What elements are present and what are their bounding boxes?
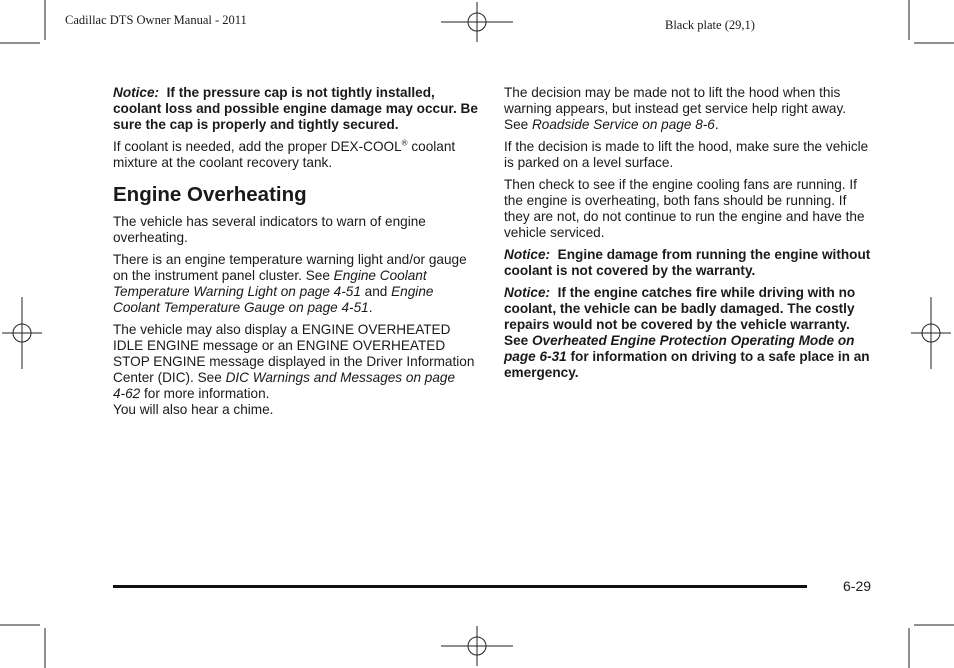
dic-message-paragraph [113, 322, 483, 418]
registration-mark-right [911, 297, 951, 369]
level-surface-paragraph: If the decision is made to lift the hood, make sure the vehicle is parked on a level surface. [504, 139, 869, 170]
dic-message-text: The vehicle may also display a ENGINE OVERHEATED IDLE ENGINE message or an ENGINE OVERHEATED STOP ENGINE message displayed in the Driver Information Center (DIC). See [113, 322, 475, 385]
manual-title: Cadillac DTS Owner Manual - 2011 [65, 13, 247, 27]
dic-message-end: for more information. [140, 386, 270, 401]
link-overheated-protection-mode[interactable]: Overheated Engine Protection Operating Mode on page 6‑31 [504, 333, 855, 364]
registration-mark-bottom [441, 626, 513, 666]
and-text: and [360, 284, 392, 299]
notice-text: If the pressure cap is not tightly installed, coolant loss and possible engine damage may occur. Be sure the cap is properly and tightly secured. [113, 85, 478, 132]
footer-rule [113, 585, 807, 588]
hood-decision-text: The decision may be made not to lift the hood when this warning appears, but instead get service help right away. See [504, 85, 847, 132]
coolant-text: If coolant is needed, add the proper DEX-COOL [113, 139, 402, 154]
notice-engine-fire [504, 285, 874, 381]
notice-warranty [504, 247, 874, 279]
registration-mark-left [2, 297, 42, 369]
registration-mark-top [441, 2, 513, 42]
hood-decision-paragraph [504, 85, 874, 133]
notice-label: Notice: [504, 285, 551, 300]
link-coolant-temp-gauge[interactable]: Engine Coolant Temperature Gauge on page 4‑51 [113, 284, 434, 315]
notice-text: If the engine catches fire while driving with no coolant, the vehicle can be badly damaged. The costly repairs would not be covered by the vehicle warranty. See [504, 285, 856, 348]
chime-text: You will also hear a chime. [113, 402, 274, 417]
section-heading: Engine Overheating [113, 183, 307, 206]
registered-mark: ® [401, 138, 408, 148]
left-column [113, 85, 483, 424]
link-dic-warnings[interactable]: DIC Warnings and Messages on page 4‑62 [113, 370, 456, 401]
coolant-text-end: coolant mixture at the coolant recovery tank. [113, 139, 456, 170]
link-coolant-temp-warning-light[interactable]: Engine Coolant Temperature Warning Light on page 4‑51 [113, 268, 427, 299]
plate-label: Black plate (29,1) [665, 18, 755, 32]
link-roadside-service[interactable]: Roadside Service on page 8‑6 [531, 117, 715, 132]
period: . [714, 117, 719, 132]
right-column [504, 85, 874, 387]
notice-text-end: for information on driving to a safe place in an emergency. [504, 349, 870, 380]
coolant-paragraph [113, 139, 483, 171]
cooling-fans-paragraph: Then check to see if the engine cooling fans are running. If the engine is overheating, both fans should be running. If they are not, do not continue to run the engine and have the vehicle serviced. [504, 177, 865, 240]
warning-light-text: There is an engine temperature warning light and/or gauge on the instrument panel cluster. See [113, 252, 467, 283]
period: . [368, 300, 373, 315]
warning-light-paragraph [113, 252, 483, 316]
notice-text: Engine damage from running the engine without coolant is not covered by the warranty. [504, 247, 871, 278]
notice-label: Notice: [113, 85, 160, 100]
notice-label: Notice: [504, 247, 551, 262]
indicators-paragraph: The vehicle has several indicators to warn of engine overheating. [113, 214, 426, 245]
notice-pressure-cap [113, 85, 483, 133]
page-number: 6-29 [843, 578, 872, 594]
